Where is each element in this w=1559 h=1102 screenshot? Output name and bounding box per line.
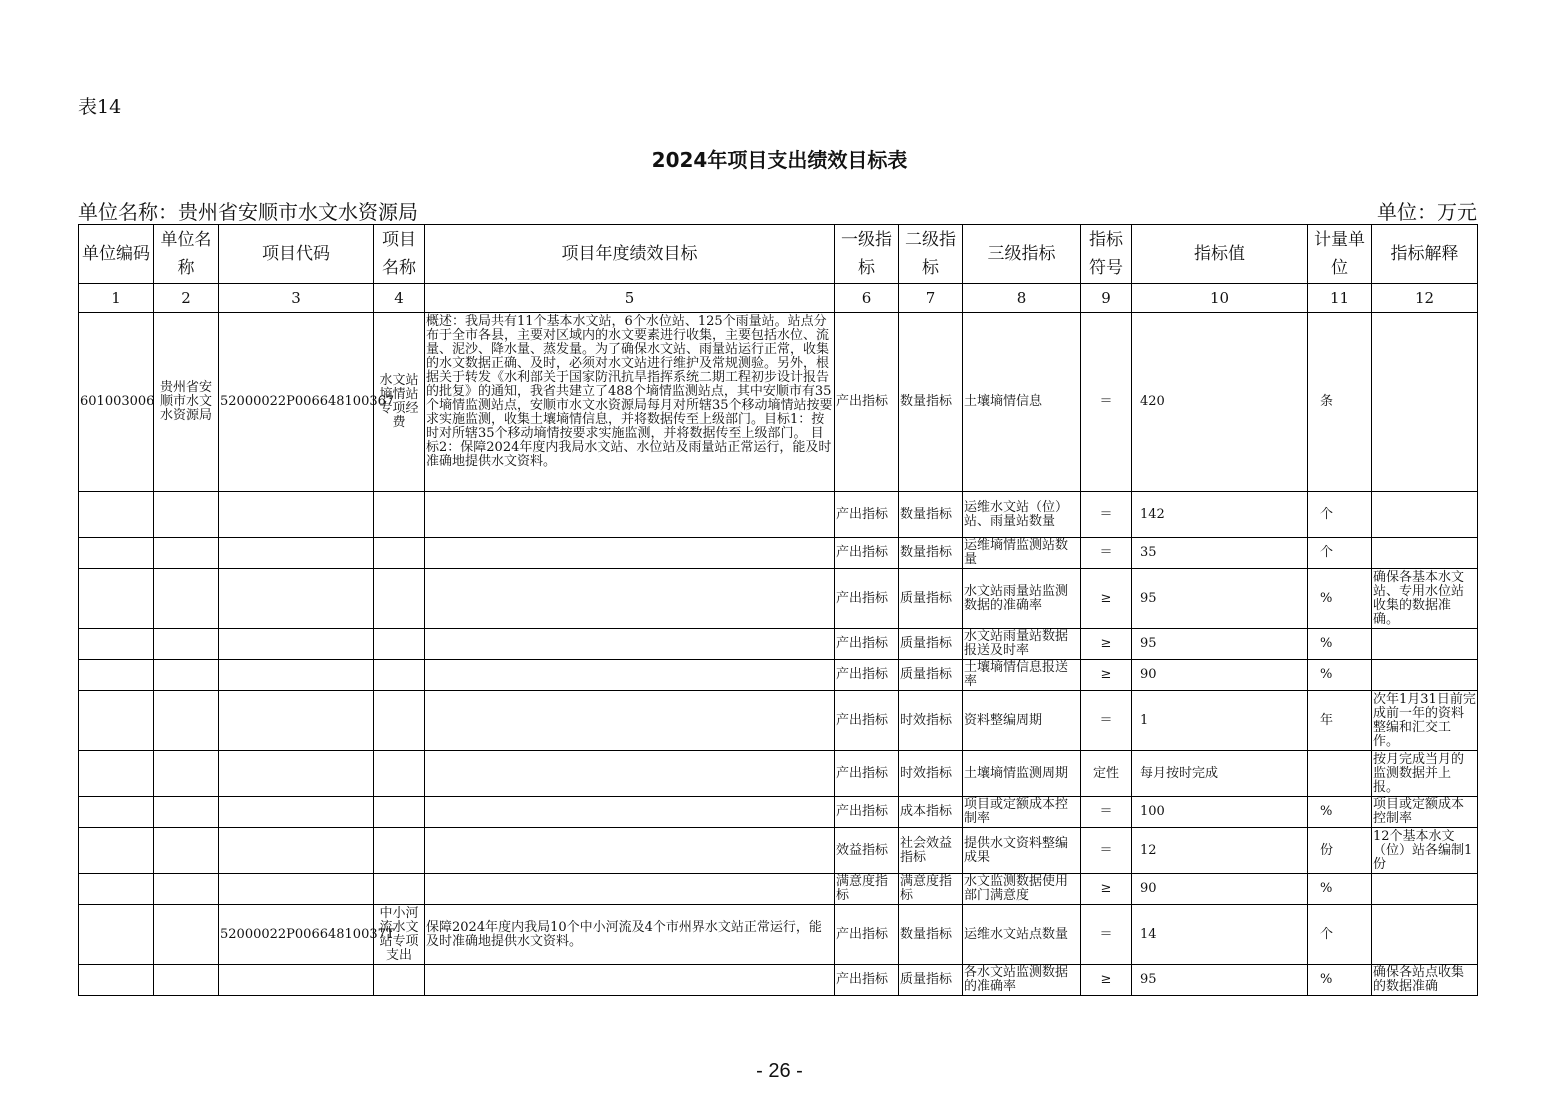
- cell-l3: 运维墒情监测站数量: [963, 538, 1081, 569]
- organization-name: 单位名称：贵州省安顺市水文水资源局: [78, 200, 418, 224]
- cell-val: 12: [1132, 828, 1308, 874]
- cell-expl: 12个基本水文（位）站各编制1份: [1372, 828, 1478, 874]
- cell-l1: 产出指标: [835, 629, 899, 660]
- cell-project-code: [219, 629, 374, 660]
- cell-sym: ≥: [1081, 874, 1132, 905]
- cell-unit-name: [154, 629, 219, 660]
- cell-l2: 时效指标: [899, 751, 963, 797]
- table-row: [79, 313, 1478, 492]
- cell-val: 95: [1132, 965, 1308, 996]
- cell-expl: [1372, 313, 1478, 492]
- column-number: 3: [219, 284, 374, 313]
- cell-unit-code: [79, 569, 154, 629]
- cell-unit-code: [79, 874, 154, 905]
- column-number: 2: [154, 284, 219, 313]
- document-title: 2024年项目支出绩效目标表: [651, 148, 908, 172]
- cell-l3: 提供水文资料整编成果: [963, 828, 1081, 874]
- cell-l3: 水文站雨量站数据报送及时率: [963, 629, 1081, 660]
- cell-project-code: [219, 538, 374, 569]
- cell-project-code: [219, 660, 374, 691]
- cell-l1: 产出指标: [835, 492, 899, 538]
- cell-l3: 运维水文站（位）站、雨量站数量: [963, 492, 1081, 538]
- cell-project-code: [219, 691, 374, 751]
- cell-goal: [425, 569, 835, 629]
- cell-l1: 产出指标: [835, 905, 899, 965]
- column-number: 5: [425, 284, 835, 313]
- cell-mu: 个: [1308, 492, 1372, 538]
- table-number: 表14: [78, 96, 122, 118]
- cell-sym: ≥: [1081, 629, 1132, 660]
- cell-val: 1: [1132, 691, 1308, 751]
- cell-mu: 个: [1308, 538, 1372, 569]
- cell-project-name: 水文站墒情站专项经费: [374, 313, 425, 492]
- cell-unit-name: [154, 492, 219, 538]
- cell-l1: 产出指标: [835, 965, 899, 996]
- table-row: [79, 492, 1478, 538]
- cell-project-name: [374, 965, 425, 996]
- cell-sym: ＝: [1081, 538, 1132, 569]
- cell-mu: 年: [1308, 691, 1372, 751]
- cell-project-name: [374, 751, 425, 797]
- cell-l1: 产出指标: [835, 751, 899, 797]
- cell-goal: [425, 629, 835, 660]
- cell-project-code: [219, 751, 374, 797]
- table-row: [79, 828, 1478, 874]
- cell-sym: 定性: [1081, 751, 1132, 797]
- cell-project-name: [374, 492, 425, 538]
- cell-l2: 数量指标: [899, 905, 963, 965]
- cell-project-name: [374, 691, 425, 751]
- cell-l2: 满意度指标: [899, 874, 963, 905]
- cell-project-name: [374, 629, 425, 660]
- table-row: [79, 797, 1478, 828]
- cell-sym: ＝: [1081, 691, 1132, 751]
- column-number: 4: [374, 284, 425, 313]
- table-row: [79, 660, 1478, 691]
- cell-unit-code: [79, 751, 154, 797]
- cell-val: 14: [1132, 905, 1308, 965]
- cell-l2: 质量指标: [899, 629, 963, 660]
- cell-l3: 资料整编周期: [963, 691, 1081, 751]
- cell-mu: %: [1308, 874, 1372, 905]
- currency-unit: 单位：万元: [1377, 200, 1477, 224]
- cell-l1: 产出指标: [835, 538, 899, 569]
- cell-unit-name: [154, 828, 219, 874]
- cell-goal: [425, 492, 835, 538]
- cell-l3: 水文站雨量站监测数据的准确率: [963, 569, 1081, 629]
- cell-unit-name: [154, 660, 219, 691]
- cell-val: 142: [1132, 492, 1308, 538]
- header-cell: 项目名称: [374, 225, 425, 284]
- cell-val: 100: [1132, 797, 1308, 828]
- cell-goal: [425, 660, 835, 691]
- cell-val: 35: [1132, 538, 1308, 569]
- header-row: [79, 225, 1478, 284]
- cell-goal: [425, 691, 835, 751]
- column-number: 12: [1372, 284, 1478, 313]
- cell-unit-name: [154, 965, 219, 996]
- table-row: [79, 905, 1478, 965]
- cell-l1: 满意度指标: [835, 874, 899, 905]
- cell-project-name: [374, 660, 425, 691]
- cell-expl: 按月完成当月的监测数据并上报。: [1372, 751, 1478, 797]
- table-row: [79, 965, 1478, 996]
- cell-unit-code: [79, 905, 154, 965]
- column-number: 6: [835, 284, 899, 313]
- cell-expl: [1372, 905, 1478, 965]
- header-cell: 三级指标: [963, 225, 1081, 284]
- cell-goal: [425, 965, 835, 996]
- cell-l3: 水文监测数据使用部门满意度: [963, 874, 1081, 905]
- cell-unit-code: [79, 660, 154, 691]
- cell-l3: 各水文站监测数据的准确率: [963, 965, 1081, 996]
- cell-goal: 保障2024年度内我局10个中小河流及4个市州界水文站正常运行，能及时准确地提供水文资料。: [425, 905, 835, 965]
- cell-sym: ≥: [1081, 965, 1132, 996]
- cell-project-name: [374, 569, 425, 629]
- cell-sym: ＝: [1081, 905, 1132, 965]
- cell-mu: 条: [1308, 313, 1372, 492]
- page-number: - 26 -: [756, 1060, 803, 1082]
- cell-expl: [1372, 538, 1478, 569]
- cell-l1: 产出指标: [835, 797, 899, 828]
- cell-l3: 项目或定额成本控制率: [963, 797, 1081, 828]
- column-number: 9: [1081, 284, 1132, 313]
- cell-l2: 数量指标: [899, 313, 963, 492]
- column-number: 8: [963, 284, 1081, 313]
- cell-expl: 确保各基本水文站、专用水位站收集的数据准确。: [1372, 569, 1478, 629]
- cell-l2: 质量指标: [899, 660, 963, 691]
- cell-project-code: [219, 797, 374, 828]
- column-number: 10: [1132, 284, 1308, 313]
- cell-mu: 个: [1308, 905, 1372, 965]
- header-cell: 指标符号: [1081, 225, 1132, 284]
- cell-sym: ＝: [1081, 313, 1132, 492]
- header-cell: 计量单位: [1308, 225, 1372, 284]
- table-row: [79, 691, 1478, 751]
- cell-l3: 土壤墒情监测周期: [963, 751, 1081, 797]
- cell-project-code: [219, 828, 374, 874]
- cell-l1: 效益指标: [835, 828, 899, 874]
- cell-l3: 土壤墒情信息报送率: [963, 660, 1081, 691]
- cell-unit-name: [154, 874, 219, 905]
- cell-unit-code: [79, 538, 154, 569]
- cell-l1: 产出指标: [835, 313, 899, 492]
- header-cell: 项目年度绩效目标: [425, 225, 835, 284]
- cell-goal: [425, 538, 835, 569]
- cell-l1: 产出指标: [835, 660, 899, 691]
- table-row: [79, 629, 1478, 660]
- table-row: [79, 538, 1478, 569]
- header-cell: 二级指标: [899, 225, 963, 284]
- column-number: 1: [79, 284, 154, 313]
- cell-goal: [425, 751, 835, 797]
- table-row: [79, 569, 1478, 629]
- cell-l2: 时效指标: [899, 691, 963, 751]
- cell-expl: [1372, 874, 1478, 905]
- cell-project-name: [374, 828, 425, 874]
- cell-unit-name: 贵州省安顺市水文水资源局: [154, 313, 219, 492]
- cell-mu: %: [1308, 965, 1372, 996]
- column-number: 7: [899, 284, 963, 313]
- cell-project-name: [374, 874, 425, 905]
- cell-l3: 土壤墒情信息: [963, 313, 1081, 492]
- cell-project-code: [219, 569, 374, 629]
- cell-mu: [1308, 751, 1372, 797]
- cell-l2: 社会效益指标: [899, 828, 963, 874]
- cell-expl: 确保各站点收集的数据准确: [1372, 965, 1478, 996]
- cell-sym: ≥: [1081, 660, 1132, 691]
- cell-mu: %: [1308, 660, 1372, 691]
- cell-mu: %: [1308, 797, 1372, 828]
- cell-project-code: [219, 874, 374, 905]
- cell-unit-code: 601003006: [79, 313, 154, 492]
- cell-project-name: [374, 538, 425, 569]
- cell-val: 90: [1132, 874, 1308, 905]
- cell-unit-name: [154, 905, 219, 965]
- cell-mu: %: [1308, 569, 1372, 629]
- cell-mu: %: [1308, 629, 1372, 660]
- cell-unit-name: [154, 538, 219, 569]
- cell-val: 每月按时完成: [1132, 751, 1308, 797]
- cell-sym: ≥: [1081, 569, 1132, 629]
- cell-unit-code: [79, 797, 154, 828]
- cell-l2: 成本指标: [899, 797, 963, 828]
- header-cell: 单位名称: [154, 225, 219, 284]
- cell-expl: 次年1月31日前完成前一年的资料整编和汇交工作。: [1373, 691, 1476, 749]
- cell-val: 95: [1132, 569, 1308, 629]
- cell-goal: [425, 874, 835, 905]
- cell-unit-code: [79, 828, 154, 874]
- cell-project-code: 52000022P00664810037T: [219, 905, 374, 965]
- cell-l2: 数量指标: [899, 538, 963, 569]
- header-cell: 项目代码: [219, 225, 374, 284]
- header-cell: 单位编码: [79, 225, 154, 284]
- cell-sym: ＝: [1081, 492, 1132, 538]
- header-cell: 一级指标: [835, 225, 899, 284]
- table-row: [79, 751, 1478, 797]
- cell-mu: 份: [1308, 828, 1372, 874]
- cell-project-code: 52000022P006648100367: [219, 313, 374, 492]
- column-number: 11: [1308, 284, 1372, 313]
- column-number-row: [79, 284, 1478, 313]
- cell-l2: 数量指标: [899, 492, 963, 538]
- cell-unit-code: [79, 492, 154, 538]
- header-cell: 指标解释: [1372, 225, 1478, 284]
- cell-l3: 运维水文站点数量: [963, 905, 1081, 965]
- cell-goal: 概述：我局共有11个基本水文站，6个水位站、125个雨量站。站点分布于全市各县，主要对区域内的水文要素进行收集，主要包括水位、流量、泥沙、降水量、蒸发量。为了确保水文站、雨量站运行正常，收集的水文数据正确、及时，必须对水文站进行维护及常规测验。另外，根据关于转发《水利部关于国家防汛抗旱指挥系统二期工程初步设计报告的批复》的通知，我省共建立了488个墒情监测站点，其中安顺市有35个墒情监测站点，安顺市水文水资源局每月对所辖35个移动墒情站按要求实施监测，收集土壤墒情信息，并将数据传至上级部门。目标1：按时对所辖35个移动墒情按要求实施监测，并将数据传至上级部门。 目标2：保障2024年度内我局水文站、水位站及雨量站正常运行，能及时准确地提供水文资料。: [425, 313, 835, 492]
- cell-unit-name: [154, 569, 219, 629]
- cell-unit-code: [79, 691, 154, 751]
- table-row: [79, 874, 1478, 905]
- cell-unit-code: [79, 629, 154, 660]
- performance-target-table: [78, 224, 1478, 996]
- cell-l1: 产出指标: [835, 569, 899, 629]
- cell-unit-code: [79, 965, 154, 996]
- cell-sym: ＝: [1081, 797, 1132, 828]
- cell-unit-name: [154, 691, 219, 751]
- cell-project-code: [219, 492, 374, 538]
- cell-val: 420: [1132, 313, 1308, 492]
- cell-unit-name: [154, 797, 219, 828]
- cell-project-name: [374, 797, 425, 828]
- cell-l1: 产出指标: [835, 691, 899, 751]
- header-cell: 指标值: [1132, 225, 1308, 284]
- cell-project-code: [219, 965, 374, 996]
- cell-l2: 质量指标: [899, 569, 963, 629]
- cell-expl: [1372, 660, 1478, 691]
- cell-val: 90: [1132, 660, 1308, 691]
- cell-l2: 质量指标: [899, 965, 963, 996]
- cell-expl: 项目或定额成本控制率: [1372, 797, 1478, 828]
- cell-expl: [1372, 629, 1478, 660]
- cell-unit-name: [154, 751, 219, 797]
- cell-val: 95: [1132, 629, 1308, 660]
- cell-goal: [425, 797, 835, 828]
- cell-goal: [425, 828, 835, 874]
- cell-project-name: 中小河流水文站专项支出: [374, 905, 425, 965]
- cell-expl: [1372, 492, 1478, 538]
- cell-sym: ＝: [1081, 828, 1132, 874]
